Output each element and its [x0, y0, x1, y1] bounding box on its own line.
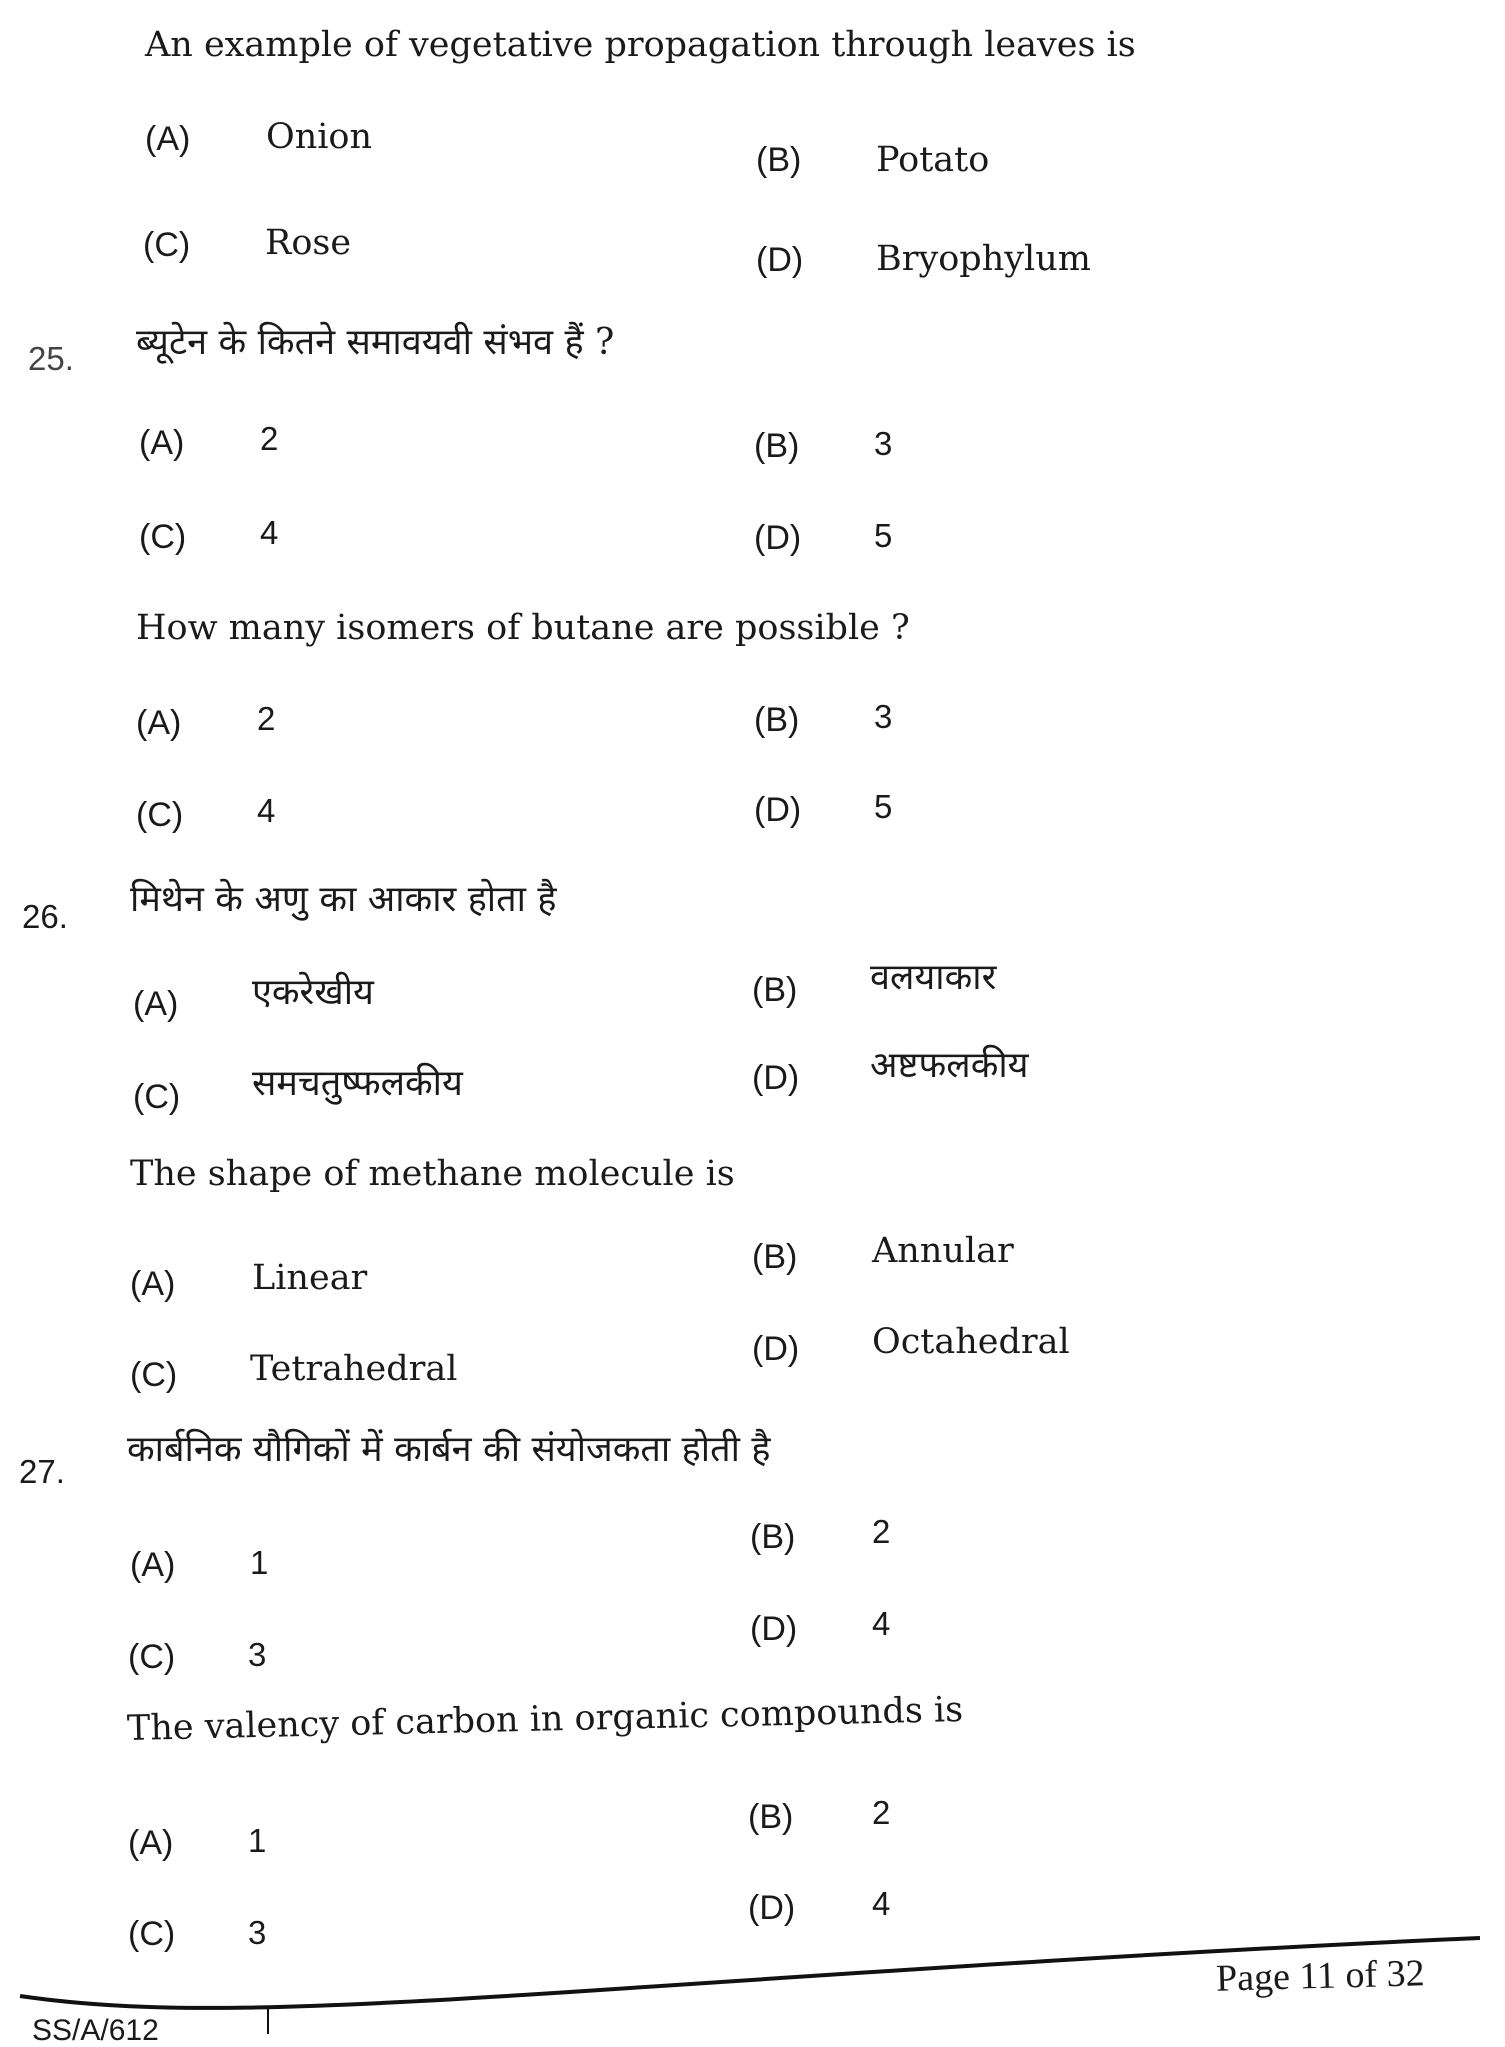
- q26-number: 26.: [22, 898, 68, 935]
- q24-option-b-text: Potato: [876, 140, 990, 180]
- q26-en-option-c-text: Tetrahedral: [250, 1349, 458, 1389]
- q25-en-option-c-text: 4: [257, 792, 276, 829]
- q26-hi-option-d-label: (D): [752, 1059, 800, 1097]
- q25-hi-option-d-text: 5: [874, 517, 893, 554]
- q27-hindi-text: कार्बनिक यौगिकों में कार्बन की संयोजकता होती है: [127, 1429, 771, 1470]
- q26-en-option-c-label: (C): [130, 1356, 178, 1394]
- q25-hi-option-b-label: (B): [754, 427, 800, 465]
- page-number: Page 11 of 32: [1215, 1952, 1426, 2000]
- q27-english-text: The valency of carbon in organic compounds is: [126, 1690, 964, 1749]
- q24-option-c-text: Rose: [265, 223, 352, 263]
- q24-option-a-text: Onion: [266, 117, 373, 157]
- q27-hi-option-b-text: 2: [872, 1513, 891, 1550]
- q27-hi-option-a-text: 1: [250, 1544, 269, 1581]
- q24-option-b-label: (B): [756, 141, 802, 179]
- q26-hi-option-d-text: अष्टफलकीय: [870, 1045, 1029, 1086]
- q26-hi-option-c-label: (C): [133, 1078, 181, 1116]
- q27-hi-option-c-label: (C): [128, 1638, 176, 1676]
- q25-hi-option-c-label: (C): [139, 518, 187, 556]
- q26-en-option-d-label: (D): [752, 1330, 800, 1368]
- q24-english-text: An example of vegetative propagation through leaves is: [145, 25, 1136, 65]
- q25-english-text: How many isomers of butane are possible ?: [136, 608, 910, 648]
- q25-hi-option-a-label: (A): [139, 424, 185, 462]
- q24-option-d-text: Bryophylum: [876, 239, 1091, 279]
- q27-hi-option-d-label: (D): [750, 1610, 798, 1648]
- q27-en-option-a-label: (A): [128, 1824, 174, 1862]
- q25-hi-option-c-text: 4: [260, 514, 279, 551]
- q26-hindi-text: मिथेन के अणु का आकार होता है: [130, 879, 557, 920]
- q27-hi-option-b-label: (B): [750, 1518, 796, 1556]
- q26-hi-option-a-label: (A): [133, 985, 179, 1023]
- q26-en-option-b-text: Annular: [872, 1231, 1014, 1271]
- q26-hi-option-c-text: समचतुष्फलकीय: [252, 1063, 463, 1104]
- q25-en-option-b-text: 3: [874, 698, 893, 735]
- q25-en-option-a-label: (A): [136, 704, 182, 742]
- q25-en-option-c-label: (C): [136, 796, 184, 834]
- q26-en-option-b-label: (B): [752, 1238, 798, 1276]
- q27-en-option-c-label: (C): [128, 1915, 176, 1953]
- paper-code: SS/A/612: [32, 2014, 159, 2047]
- q25-number: 25.: [28, 340, 74, 377]
- q25-en-option-d-text: 5: [874, 788, 893, 825]
- q25-hi-option-b-text: 3: [874, 425, 893, 462]
- q26-hi-option-a-text: एकरेखीय: [252, 972, 374, 1013]
- q27-hi-option-d-text: 4: [872, 1605, 891, 1642]
- q27-number: 27.: [19, 1453, 65, 1490]
- q27-en-option-b-text: 2: [872, 1794, 891, 1831]
- q25-en-option-d-label: (D): [754, 791, 802, 829]
- q25-hindi-text: ब्यूटेन के कितने समावयवी संभव हैं ?: [136, 322, 615, 363]
- q26-en-option-a-text: Linear: [252, 1258, 368, 1298]
- q27-en-option-b-label: (B): [748, 1798, 794, 1836]
- q25-hi-option-d-label: (D): [754, 519, 802, 557]
- q27-en-option-d-text: 4: [872, 1885, 891, 1922]
- q26-hi-option-b-text: वलयाकार: [870, 957, 997, 998]
- q25-hi-option-a-text: 2: [260, 420, 279, 457]
- q27-hi-option-a-label: (A): [130, 1546, 176, 1584]
- q25-en-option-b-label: (B): [754, 701, 800, 739]
- q26-hi-option-b-label: (B): [752, 971, 798, 1009]
- q26-english-text: The shape of methane molecule is: [130, 1154, 735, 1194]
- q25-en-option-a-text: 2: [257, 700, 276, 737]
- q26-en-option-a-label: (A): [130, 1265, 176, 1303]
- q24-option-c-label: (C): [143, 226, 191, 264]
- q27-en-option-a-text: 1: [248, 1822, 267, 1859]
- q26-en-option-d-text: Octahedral: [872, 1322, 1070, 1362]
- q24-option-d-label: (D): [756, 241, 804, 279]
- q27-hi-option-c-text: 3: [248, 1636, 267, 1673]
- q24-option-a-label: (A): [145, 120, 191, 158]
- q27-en-option-d-label: (D): [748, 1889, 796, 1927]
- q27-en-option-c-text: 3: [248, 1914, 267, 1951]
